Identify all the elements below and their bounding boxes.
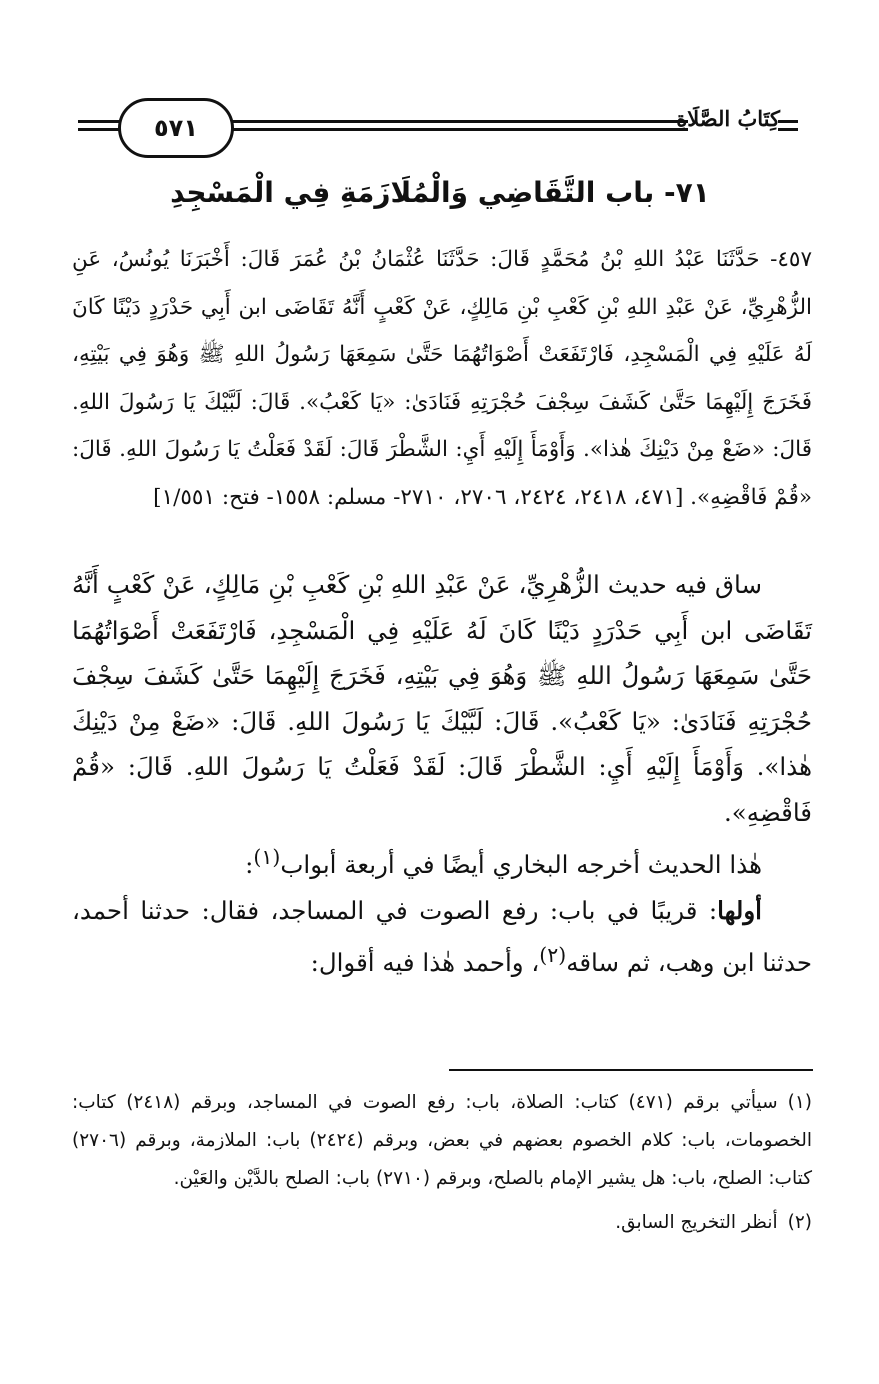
footnote-text: أنظر التخريج السابق. (615, 1212, 778, 1233)
footnotes (72, 1084, 812, 1248)
footnote-marker: (١) (787, 1092, 813, 1113)
header-rule (778, 128, 798, 131)
page-number: ٥٧١ (118, 98, 234, 158)
header-rule (778, 120, 798, 123)
commentary-text: هٰذا الحديث أخرجه البخاري أيضًا في أربعة أبواب (280, 850, 762, 880)
footnote-text: سيأتي برقم (٤٧١) كتاب: الصلاة، باب: رفع الصوت في المساجد، وبرقم (٢٤١٨) كتاب: الخصومات، باب: كلام الخصوم بعضهم في بعض، وبرقم (٢٤٢٤) باب: الملازمة، وبرقم (٢٧٠٦) كتاب: الصلح، باب: هل يشير الإمام بالصلح، وبرقم (٢٧١٠) باب: الصلح بالدَّيْن والعَيْن. (72, 1092, 812, 1189)
footnote-reference[interactable]: (٢) (539, 943, 567, 968)
footnote-item (72, 1204, 812, 1242)
commentary-text: : قريبًا في باب: رفع الصوت في المساجد، فقال: حدثنا أحمد، حدثنا ابن وهب، ثم ساقه (72, 895, 812, 978)
footnote-item (72, 1084, 812, 1198)
commentary-paragraph: ساق فيه حديث الزُّهْرِيِّ، عَنْ عَبْدِ اللهِ بْنِ كَعْبِ بْنِ مَالِكٍ، عَنْ كَعْبٍ أَنَّهُ تَقَاضَى ابن أَبِي حَدْرَدٍ دَيْنًا كَانَ لَهُ عَلَيْهِ فِي الْمَسْجِدِ، فَارْتَفَعَتْ أَصْوَاتُهُمَا حَتَّىٰ سَمِعَهَا رَسُولُ اللهِ ﷺ وَهُوَ فِي بَيْتِهِ، فَخَرَجَ إِلَيْهِمَا حَتَّىٰ كَشَفَ سِجْفَ حُجْرَتِهِ فَنَادَىٰ: «يَا كَعْبُ». قَالَ: لَبَّيْكَ يَا رَسُولَ اللهِ. قَالَ: «ضَعْ مِنْ دَيْنِكَ هٰذا». وَأَوْمَأَ إِلَيْهِ أَيِ: الشَّطْرَ قَالَ: لَقَدْ فَعَلْتُ يَا رَسُولَ اللهِ. قَالَ: «قُمْ فَاقْضِهِ». (72, 570, 812, 827)
footnote-marker: (٢) (787, 1212, 812, 1233)
commentary-paragraph (72, 835, 812, 888)
footnote-separator (449, 1069, 813, 1071)
chapter-title: ٧١- باب التَّقَاضِي وَالْمُلَازَمَةِ فِي الْمَسْجِدِ (170, 176, 710, 209)
page-header (78, 88, 798, 168)
commentary-text: ، وأحمد هٰذا فيه أقوال: (310, 948, 540, 978)
commentary-paragraph (72, 888, 812, 986)
hadith-text: ٤٥٧- حَدَّثَنَا عَبْدُ اللهِ بْنُ مُحَمَّدٍ قَالَ: حَدَّثَنَا عُثْمَانُ بْنُ عُمَرَ قَالَ: أَخْبَرَنَا يُونُسُ، عَنِ الزُّهْرِيِّ، عَنْ عَبْدِ اللهِ بْنِ كَعْبِ بْنِ مَالِكٍ، عَنْ كَعْبٍ أَنَّهُ تَقَاضَى ابن أَبِي حَدْرَدٍ دَيْنًا كَانَ لَهُ عَلَيْهِ فِي الْمَسْجِدِ، فَارْتَفَعَتْ أَصْوَاتُهُمَا حَتَّىٰ سَمِعَهَا رَسُولُ اللهِ ﷺ وَهُوَ فِي بَيْتِهِ، فَخَرَجَ إِلَيْهِمَا حَتَّىٰ كَشَفَ سِجْفَ حُجْرَتِهِ فَنَادَىٰ: «يَا كَعْبُ». قَالَ: لَبَّيْكَ يَا رَسُولَ اللهِ. قَالَ: «ضَعْ مِنْ دَيْنِكَ هٰذا». وَأَوْمَأَ إِلَيْهِ أَيِ: الشَّطْرَ قَالَ: لَقَدْ فَعَلْتُ يَا رَسُولَ اللهِ. قَالَ: «قُمْ فَاقْضِهِ». [٤٧١، ٢٤١٨، ٢٤٢٤، ٢٧٠٦، ٢٧١٠- مسلم: ١٥٥٨- فتح: ١/٥٥١] (72, 247, 812, 510)
hadith-block (72, 236, 812, 521)
running-title: كِتَابُ الصَّلَاةِ (676, 106, 780, 131)
commentary-text: : (245, 850, 254, 880)
header-rule (183, 120, 688, 123)
commentary-lead-word: أولها (717, 895, 762, 925)
commentary-block (72, 562, 812, 986)
header-rule (183, 128, 688, 131)
footnote-reference[interactable]: (١) (253, 845, 281, 869)
